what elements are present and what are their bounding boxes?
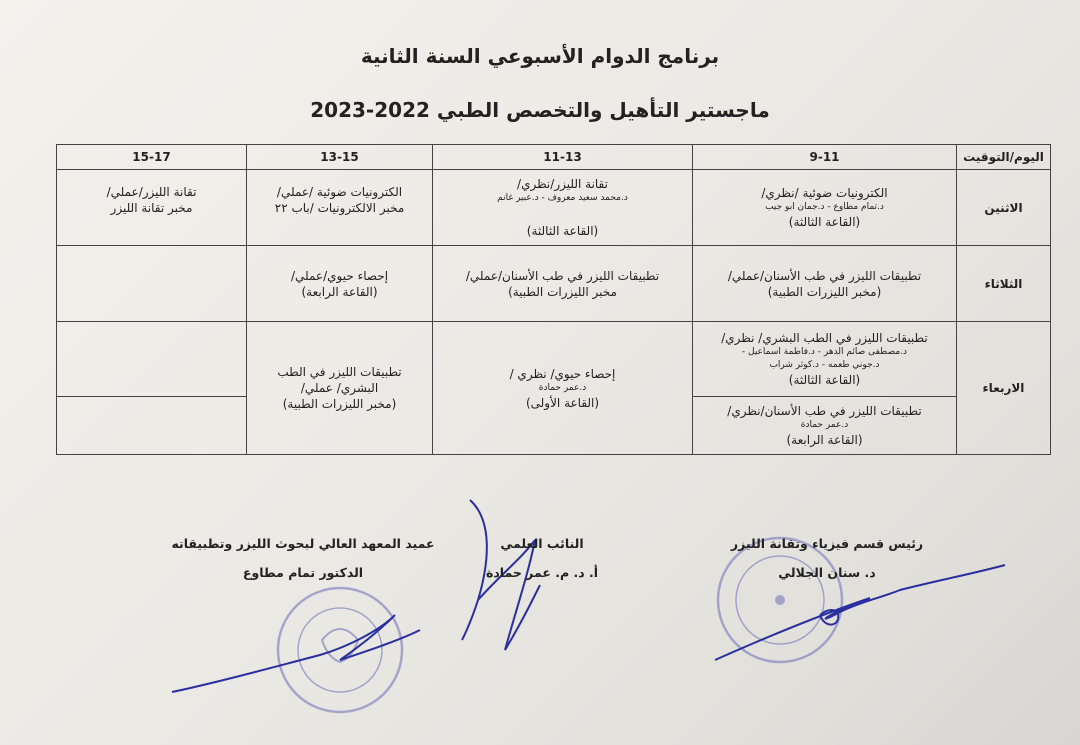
lab: مخبر الالكترونيات /باب ٢٢ (274, 201, 405, 215)
stamp-institute-seal (278, 588, 402, 712)
course-name: تطبيقات الليزر في طب الأسنان/عملي/ (465, 268, 660, 283)
lab: مخبر تقانة الليزر (110, 201, 193, 215)
course-name: الكترونيات ضوئية /عملي/ (276, 185, 403, 199)
course-name: تطبيقات الليزر في الطب البشري/ نظري/ (721, 331, 928, 345)
page-title: برنامج الدوام الأسبوعي السنة الثانية (360, 44, 720, 68)
signature-block-department-head (712, 536, 942, 594)
course-name: تطبيقات الليزر في الطب (277, 365, 402, 379)
signature-dean (172, 615, 420, 692)
course-name: الكترونيات ضوئية /نظري/ (761, 186, 888, 200)
room: (القاعة الثالثة) (788, 373, 861, 387)
room: (القاعة الرابعة) (301, 284, 378, 299)
signatory-name: أ. د. م. عمر حمادة (485, 565, 599, 580)
day-tuesday: الثلاثاء (957, 246, 1051, 322)
lab: مخبر الليزرات الطبية) (508, 284, 617, 299)
instructors: د.تمام مطاوع - د.جمان ابو جيب (765, 202, 884, 212)
page-subtitle: ماجستير التأهيل والتخصص الطبي 2022-2023 (310, 98, 770, 122)
signatory-title: رئيس قسم فيزياء وتقانة الليزر (730, 536, 924, 551)
header-day-time: اليوم/التوقيت (957, 145, 1051, 170)
course-name: إحصاء حيوي/ نظري / (509, 366, 616, 381)
header-slot-11-13: 11-13 (433, 145, 693, 170)
signature-block-deputy (462, 536, 622, 594)
instructors: د.محمد سعيد معروف - د.عبير غانم (497, 193, 628, 203)
signatory-title: النائب العلمي (500, 536, 584, 551)
signatory-name: د. سنان الجلالي (778, 565, 876, 580)
lab: (مخبر الليزرات الطبية) (282, 397, 397, 411)
room: (القاعة الرابعة) (786, 433, 863, 447)
header-slot-9-11: 9-11 (693, 145, 957, 170)
course-name: تقانة الليزر/نظري/ (517, 177, 608, 191)
lab: (مخبر الليزرات الطبية) (767, 284, 882, 299)
instructors: د.مصطفى صائم الدهر - د.فاطمة اسماعيل - (741, 347, 908, 357)
room: (القاعة الثالثة) (788, 215, 861, 229)
course-name: تقانة الليزر/عملي/ (106, 185, 197, 199)
course-name-cont: البشري/ عملي/ (300, 381, 379, 395)
instructors: د.عمر حمادة (538, 382, 587, 393)
header-slot-15-17: 15-17 (57, 145, 247, 170)
course-name: تطبيقات الليزر في طب الأسنان/نظري/ (727, 404, 922, 418)
course-name: تطبيقات الليزر في طب الأسنان/عملي/ (727, 268, 922, 283)
header-slot-13-15: 13-15 (247, 145, 433, 170)
day-monday: الاثنين (957, 170, 1051, 246)
instructors: د.عمر حمادة (800, 420, 849, 430)
day-wednesday: الاربعاء (957, 322, 1051, 455)
room: (القاعة الثالثة) (526, 224, 599, 238)
signatory-name: الدكتور تمام مطاوع (242, 565, 364, 580)
course-name: إحصاء حيوي/عملي/ (290, 268, 389, 283)
room: (القاعة الأولى) (525, 395, 600, 410)
instructors: د.جوني طعمه - د.كوثر شراب (769, 360, 880, 370)
signatory-title: عميد المعهد العالي لبحوث الليزر وتطبيقاته (171, 536, 435, 551)
signature-block-dean (168, 536, 438, 594)
